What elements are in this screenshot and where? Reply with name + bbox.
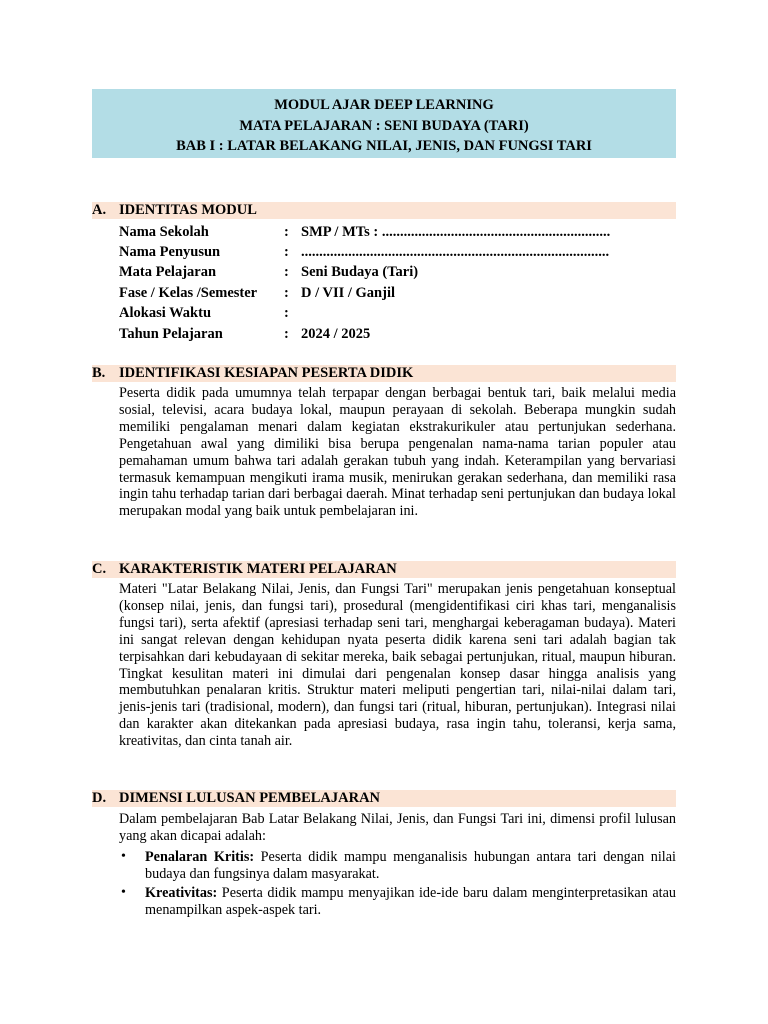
subject-title: MATA PELAJARAN : SENI BUDAYA (TARI)	[239, 117, 529, 134]
bullet-icon: •	[121, 849, 126, 864]
section-a-heading	[92, 202, 676, 219]
identity-colon: :	[284, 224, 289, 240]
bullet-text: Peserta didik mampu menyajikan ide-ide baru dalam menginterpretasikan atau menampilkan aspek-aspek tari.	[145, 885, 676, 918]
chapter-title: BAB I : LATAR BELAKANG NILAI, JENIS, DAN FUNGSI TARI	[176, 138, 592, 154]
bullet-term: Kreativitas:	[145, 885, 218, 901]
identity-colon: :	[284, 285, 289, 301]
section-b-letter: B.	[92, 365, 106, 381]
section-d-letter: D.	[92, 790, 107, 806]
identity-colon: :	[284, 326, 289, 342]
bullet-icon: •	[121, 885, 126, 900]
identity-label: Fase / Kelas /Semester	[119, 285, 258, 301]
identity-value: Seni Budaya (Tari)	[301, 264, 419, 280]
section-a-title: IDENTITAS MODUL	[119, 202, 257, 218]
section-a-letter: A.	[92, 202, 107, 218]
section-d-heading	[92, 790, 676, 807]
identity-value: D / VII / Ganjil	[301, 285, 396, 301]
section-c-letter: C.	[92, 561, 107, 577]
identity-value: .....................................................................................	[301, 244, 610, 260]
identity-label: Alokasi Waktu	[119, 305, 212, 321]
identity-label: Tahun Pelajaran	[119, 326, 223, 342]
document-title-box	[92, 89, 676, 158]
identity-label: Mata Pelajaran	[119, 264, 217, 280]
section-d-title: DIMENSI LULUSAN PEMBELAJARAN	[119, 790, 381, 806]
bullet-item-critical-reasoning	[145, 849, 676, 883]
section-b-paragraph: Peserta didik pada umumnya telah terpapar dengan berbagai bentuk tari, baik melalui media sosial, televisi, acara budaya lokal, maupun perayaan di sekolah. Beberapa mungkin sudah memiliki pengalaman menari dalam kegiatan ekstrakurikuler atau pertunjukan sederhana. Pengetahuan awal yang dimiliki bisa berupa pengenalan nama-nama tarian populer atau pemahaman umum bahwa tari adalah gerakan tubuh yang indah. Keterampilan yang bervariasi termasuk kemampuan mengikuti irama musik, menirukan gerakan sederhana, dan memiliki rasa ingin tahu terhadap tarian dari berbagai daerah. Minat terhadap seni pertunjukan dan budaya lokal merupakan modal yang baik untuk pembelajaran ini.	[119, 385, 676, 520]
identity-value: SMP / MTs : ...............................................................	[301, 224, 611, 240]
bullet-text: Peserta didik mampu menganalisis hubungan antara tari dengan nilai budaya dan fungsinya dalam masyarakat.	[145, 849, 676, 882]
section-d-intro: Dalam pembelajaran Bab Latar Belakang Nilai, Jenis, dan Fungsi Tari ini, dimensi profil lulusan yang akan dicapai adalah:	[119, 811, 676, 844]
identity-colon: :	[284, 305, 289, 321]
identity-colon: :	[284, 264, 289, 280]
identity-label: Nama Sekolah	[119, 224, 209, 240]
section-c-paragraph: Materi "Latar Belakang Nilai, Jenis, dan Fungsi Tari" merupakan jenis pengetahuan konseptual (konsep nilai, jenis, dan fungsi tari), prosedural (mengidentifikasi ciri khas tari, menganalisis fungsi tari), serta afektif (apresiasi terhadap seni tari, menghargai keberagaman budaya). Materi ini sangat relevan dengan kehidupan nyata peserta didik karena seni tari adalah bagian tak terpisahkan dari kebudayaan di sekitar mereka, baik sebagai pertunjukan, ritual, maupun hiburan. Tingkat kesulitan materi ini dimulai dari pengenalan konsep dasar hingga analisis yang membutuhkan penalaran kritis. Struktur materi meliputi pengertian tari, nilai-nilai dalam tari, jenis-jenis tari (tradisional, modern), dan fungsi tari (ritual, hiburan, pertunjukan). Integrasi nilai dan karakter akan ditekankan pada apresiasi budaya, rasa ingin tahu, toleransi, kerja sama, kreativitas, dan cinta tanah air.	[119, 581, 676, 750]
module-title: MODUL AJAR DEEP LEARNING	[274, 97, 494, 113]
section-b-heading	[92, 365, 676, 382]
identity-colon: :	[284, 244, 289, 260]
section-b-title: IDENTIFIKASI KESIAPAN PESERTA DIDIK	[119, 365, 414, 381]
section-c-heading	[92, 561, 676, 578]
bullet-term: Penalaran Kritis:	[145, 849, 255, 865]
identity-label: Nama Penyusun	[119, 244, 221, 260]
identity-value: 2024 / 2025	[301, 326, 371, 342]
bullet-item-creativity	[145, 885, 676, 919]
section-c-title: KARAKTERISTIK MATERI PELAJARAN	[119, 561, 397, 577]
